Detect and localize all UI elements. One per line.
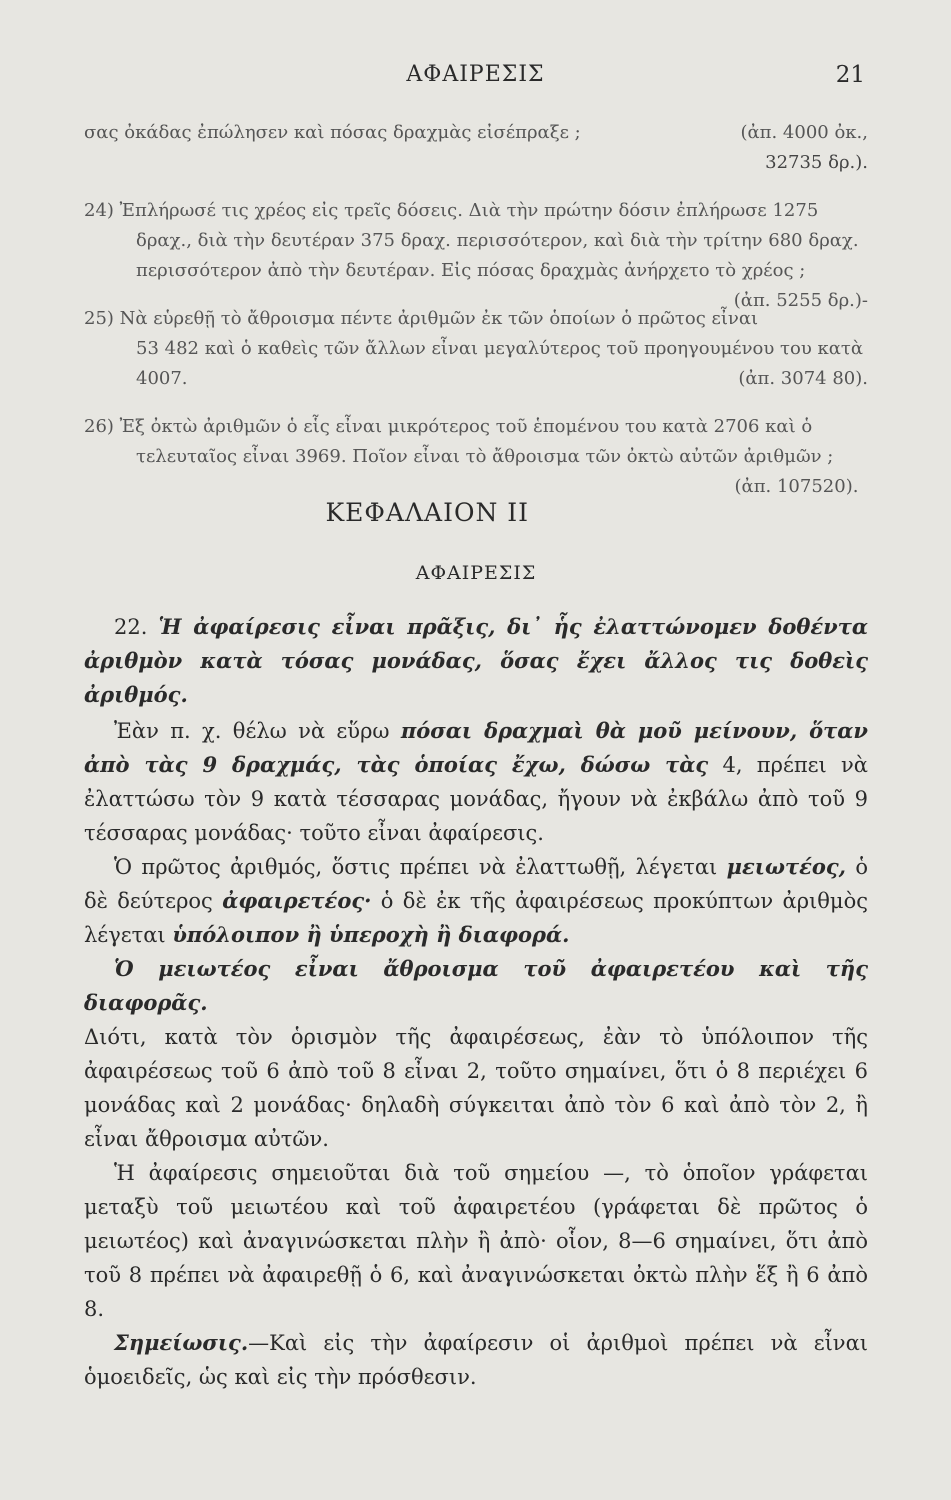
note-paragraph xyxy=(84,1326,868,1394)
example-text-c: 4, πρέπει νὰ ἐλαττώσω τὸν 9 κατὰ τέσσαρας μονάδας, ἤγουν νὰ ἐκβάλω ἀπὸ τοῦ 9 τέσσαρας μονάδας· τοῦτο εἶναι ἀφαίρεσις. xyxy=(84,753,868,845)
page-content xyxy=(84,118,868,1394)
exercise-continuation-text: σας ὀκάδας ἐπώλησεν καὶ πόσας δραχμὰς εἰσέπραξε ; xyxy=(84,122,581,143)
rule-text: Ὁ μειωτέος εἶναι ἄθροισμα τοῦ ἀφαιρετέου καὶ τῆς διαφορᾶς. xyxy=(84,956,868,1015)
answer-25: (ἀπ. 3074 80). xyxy=(738,368,868,389)
answer-23-line1: (ἀπ. 4000 ὀκ., xyxy=(740,122,868,143)
term-subtrahend: ἀφαιρετέος· xyxy=(222,888,372,913)
exercise-25-text: 25) Νὰ εὑρεθῇ τὸ ἄθροισμα πέντε ἀριθμῶν ἐκ τῶν ὁποίων ὁ πρῶτος εἶναι 53 482 καὶ ὁ καθεὶς τῶν ἄλλων εἶναι μεγαλύτερος τοῦ προηγουμένου του κατὰ 4007. xyxy=(84,308,864,389)
note-text: —Καὶ εἰς τὴν ἀφαίρεσιν οἱ ἀριθμοὶ πρέπει νὰ εἶναι ὁμοειδεῖς, ὡς καὶ εἰς τὴν πρόσθεσιν. xyxy=(84,1331,868,1389)
note-label: Σημείωσις. xyxy=(114,1330,249,1355)
exercise-24-text: 24) Ἐπλήρωσέ τις χρέος εἰς τρεῖς δόσεις. Διὰ τὴν πρώτην δόσιν ἐπλήρωσε 1275 δραχ., διὰ τὴν δευτέραν 375 δραχ. περισσότερον, καὶ διὰ τὴν τρίτην 680 δραχ. περισσότερον ἀπὸ τὴν δευτέραν. Εἰς πόσας δραχμὰς ἀνήρχετο τὸ χρέος ; xyxy=(84,200,859,281)
chapter-subtitle: ΑΦΑΙΡΕΣΙΣ xyxy=(415,562,537,584)
answer-26: (ἀπ. 107520). xyxy=(734,476,859,497)
terms-text-e: ὁ δὲ ἐκ τῆς ἀφαιρέσεως προκύπτων ἀριθμὸς λέγεται xyxy=(84,889,868,947)
example-text-a: Ἐὰν π. χ. θέλω νὰ εὕρω xyxy=(114,719,390,743)
term-difference: ὑπόλοιπον ἢ ὑπεροχὴ ἢ διαφορά. xyxy=(172,922,570,947)
definition-paragraph xyxy=(84,610,868,712)
exercise-24 xyxy=(84,196,868,311)
terms-text-a: Ὁ πρῶτος ἀριθμός, ὅστις πρέπει νὰ ἐλαττωθῇ, λέγεται xyxy=(114,855,718,879)
definition-text: Ἡ ἀφαίρεσις εἶναι πρᾶξις, δι᾿ ἧς ἐλαττώνομεν δοθέντα ἀριθμὸν κατὰ τόσας μονάδας, ὅσας ἔχει ἄλλος τις δοθεὶς ἀριθμός. xyxy=(84,614,868,707)
exercise-25 xyxy=(84,304,868,394)
terms-paragraph xyxy=(84,850,868,952)
answer-23-line2: 32735 δρ.). xyxy=(765,152,868,173)
sign-paragraph: Ἡ ἀφαίρεσις σημειοῦται διὰ τοῦ σημείου —, τὸ ὁποῖον γράφεται μεταξὺ τοῦ μειωτέου καὶ τοῦ ἀφαιρετέου (γράφεται δὲ πρῶτος ὁ μειωτέος) καὶ ἀναγινώσκεται πλὴν ἢ ἀπὸ· οἷον, 8—6 σημαίνει, ὅτι ἀπὸ τοῦ 8 πρέπει νὰ ἀφαιρεθῇ ὁ 6, καὶ ἀναγινώσκεται ὀκτὼ πλὴν ἕξ ἢ 6 ἀπὸ 8. xyxy=(84,1161,868,1321)
page-number: 21 xyxy=(835,62,865,88)
chapter-title: ΚΕΦΑΛΑΙΟΝ ΙΙ xyxy=(325,498,530,527)
exercise-26-text: 26) Ἐξ ὀκτὼ ἀριθμῶν ὁ εἷς εἶναι μικρότερος τοῦ ἑπομένου του κατὰ 2706 καὶ ὁ τελευταῖος εἶναι 3969. Ποῖον εἶναι τὸ ἄθροισμα τῶν ὀκτὼ αὐτῶν ἀριθμῶν ; xyxy=(84,416,834,467)
terms-text-c: ὁ δὲ δεύτερος xyxy=(84,855,868,913)
example-text-b: πόσαι δραχμαὶ θὰ μοῦ μείνουν, ὅταν ἀπὸ τὰς 9 δραχμάς, τὰς ὁποίας ἔχω, δώσω τὰς xyxy=(84,718,868,777)
example-paragraph xyxy=(84,714,868,850)
rule-paragraph xyxy=(84,952,868,1020)
answer-24: (ἀπ. 5255 δρ.)- xyxy=(733,290,868,311)
exercise-26 xyxy=(84,412,868,497)
reason-paragraph: Διότι, κατὰ τὸν ὁρισμὸν τῆς ἀφαιρέσεως, ἐὰν τὸ ὑπόλοιπον τῆς ἀφαιρέσεως τοῦ 6 ἀπὸ τοῦ 8 εἶναι 2, τοῦτο σημαίνει, ὅτι ὁ 8 περιέχει 6 μονάδας καὶ 2 μονάδας· δηλαδὴ σύγκειται ἀπὸ τὸν 6 καὶ ἀπὸ τὸν 2, ἢ εἶναι ἄθροισμα αὐτῶν. xyxy=(84,1025,868,1151)
section-number: 22. xyxy=(114,615,148,639)
term-minuend: μειωτέος, xyxy=(726,854,846,879)
exercise-continuation xyxy=(84,118,868,148)
page-header xyxy=(0,62,951,92)
running-title: ΑΦΑΙΡΕΣΙΣ xyxy=(406,62,545,87)
